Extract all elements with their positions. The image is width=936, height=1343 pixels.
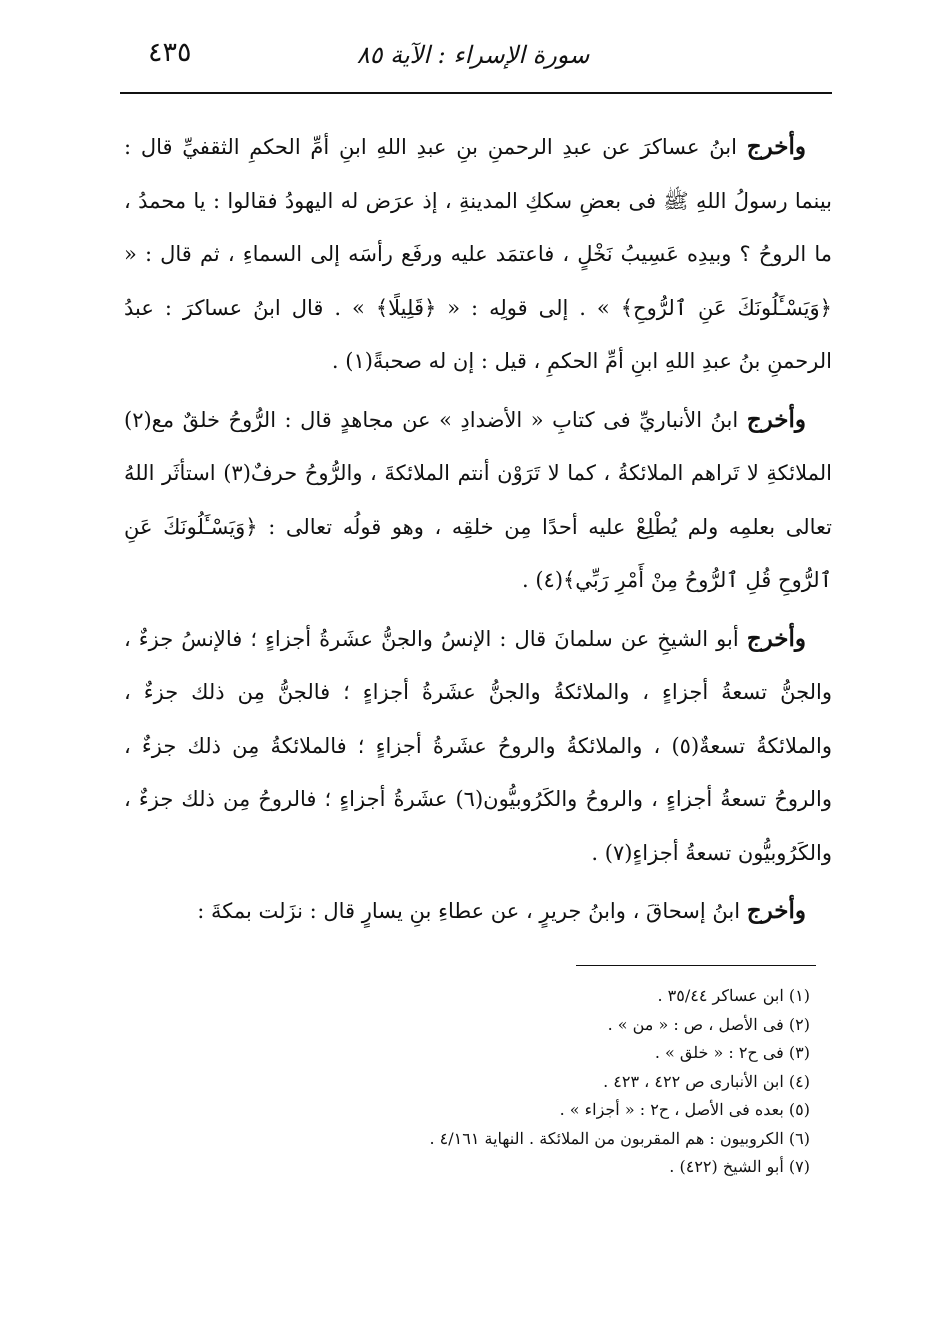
paragraph-lead: وأخرج [746,624,806,652]
page-header [120,34,826,90]
footnote: (٣) فى ح٢ : « خلق » . [654,1043,810,1062]
footnotes-list [300,982,810,1182]
paragraph-lead: وأخرج [746,133,806,160]
footnote: (٥) بعده فى الأصل ، ح٢ : « أجزاء » . [559,1100,810,1119]
footnote: (٢) فى الأصل ، ص : « من » . [607,1014,810,1034]
paragraph-ibn-al-anbari [124,393,832,608]
paragraph-ibn-asakir [124,120,832,389]
paragraph-abu-al-shaykh [124,612,832,881]
footnote: (٦) الكروبيون : هم المقربون من الملائكة . النهاية ٤/١٦١ . [429,1128,810,1148]
footnote: (١) ابن عساكر ٣٥/٤٤ . [657,986,810,1005]
paragraph-text: ابنُ الأنباريِّ فى كتابِ « الأضدادِ » عن مجاهدٍ قال : الرُّوحُ خلقٌ مع(٢) الملائكةِ لا تَراهم الملائكةُ ، كما لا تَرَوْن أنتم الملائكةَ ، والرُّوحُ حرفٌ(٣) استأثَر اللهُ تعالى بعلمِه ولم يُطْلِعْ عليه أحدًا مِن خلقِه ، وهو قولُه تعالى : ﴿وَيَسْـَٔلُونَكَ عَنِ ٱلرُّوحِ قُلِ ٱلرُّوحُ مِنْ أَمْرِ رَبِّي﴾(٤) . [124,407,832,592]
paragraph-text: ابنُ عساكرَ عن عبدِ الرحمنِ بنِ عبدِ اللهِ ابنِ أمِّ الحكمِ الثقفيِّ قال : بينما رسولُ اللهِ ﷺ فى بعضِ سككِ المدينةِ ، إذ عرَض له اليهودُ فقالوا : يا محمدُ ، ما الروحُ ؟ وبيدِه عَسِيبُ نَخْلٍ ، فاعتمَد عليه ورفَع رأسَه إلى السماءِ ، ثم قال : « ﴿وَيَسْـَٔلُونَكَ عَنِ ٱلرُّوحِ﴾ » . إلى قولِه : « ﴿قَلِيلًا﴾ » . قال ابنُ عساكرَ : عبدُ الرحمنِ بنُ عبدِ اللهِ ابنِ أمِّ الحكمِ ، قيل : إن له صحبةً(١) . [124,135,832,373]
footnote-divider [576,965,816,966]
running-title: سورة الإسراء : الآية ٨٥ [356,41,590,69]
paragraph-lead: وأخرج [746,897,806,924]
footnote: (٤) ابن الأنبارى ص ٤٢٢ ، ٤٢٣ . [603,1071,810,1091]
paragraph-ibn-ishaq [124,884,832,939]
footnote: (٧) أبو الشيخ (٤٢٢) . [669,1157,810,1176]
paragraph-text: أبو الشيخِ عن سلمانَ قال : الإنسُ والجنُّ عشَرةُ أجزاءٍ ؛ فالإنسُ جزءٌ ، والجنُّ تسعةُ أجزاءٍ ، والملائكةُ والجنُّ عشَرةُ أجزاءٍ ؛ فالجنُّ مِن ذلك جزءٌ ، والملائكةُ تسعةٌ(٥) ، والملائكةُ والروحُ عشَرةُ أجزاءٍ ؛ فالملائكةُ مِن ذلك جزءٌ ، والروحُ تسعةُ أجزاءٍ ، والروحُ والكَرُوبيُّون(٦) عشَرةُ أجزاءٍ ؛ فالروحُ مِن ذلك جزءٌ ، والكَرُوبيُّون تسعةُ أجزاءٍ(٧) . [124,626,832,865]
page-number: ٤٣٥ [148,37,192,68]
main-text [124,120,832,943]
paragraph-lead: وأخرج [746,405,806,433]
header-divider [120,92,832,94]
paragraph-text: ابنُ إسحاقَ ، وابنُ جريرٍ ، عن عطاءِ بنِ يسارٍ قال : نزَلت بمكةَ : [197,899,741,923]
